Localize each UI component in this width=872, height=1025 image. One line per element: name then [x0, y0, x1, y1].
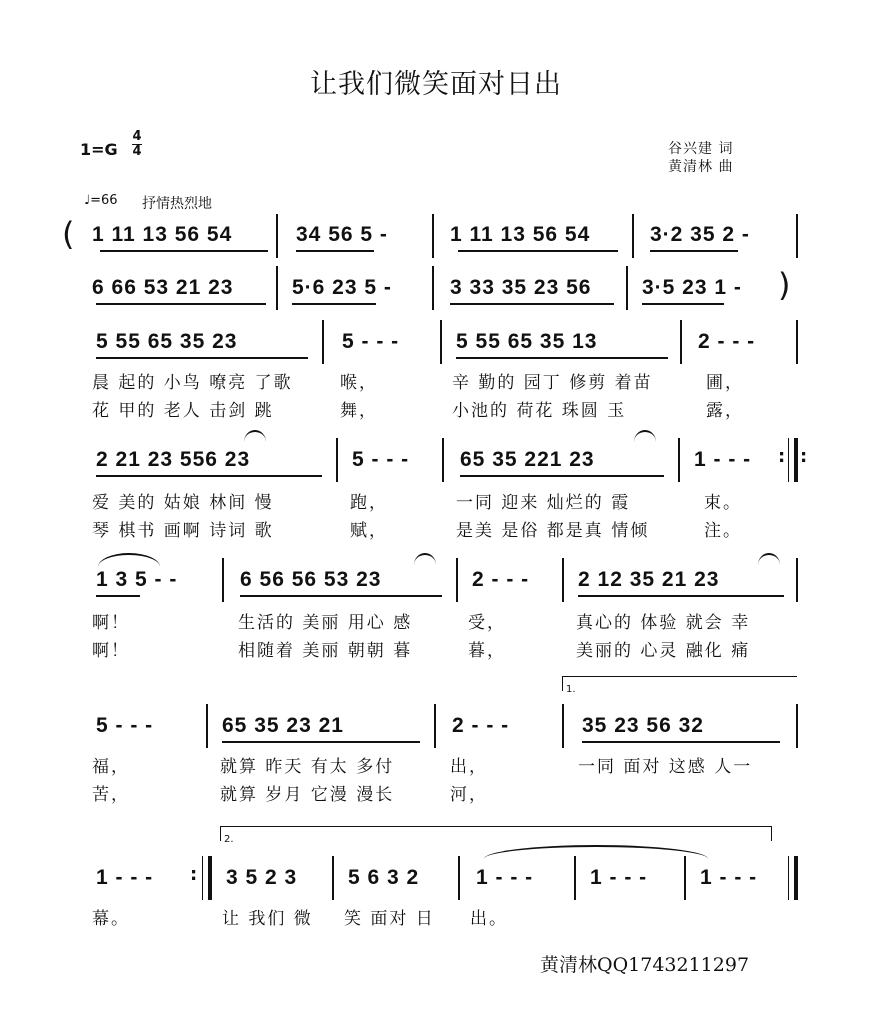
- barline: [456, 558, 458, 602]
- barline: [332, 856, 334, 900]
- second-ending-label: 2.: [224, 834, 234, 845]
- beam-underline: [240, 595, 442, 597]
- row3-lyric1c: 辛 勤的 园丁 修剪 着苗: [452, 373, 653, 393]
- row4-lyric2d: 注。: [704, 521, 742, 541]
- row5-measure1: 1 3 5 - -: [96, 568, 178, 591]
- barline: [222, 558, 224, 602]
- row2-measure4: 3·5 23 1 -: [642, 276, 742, 299]
- row5-lyric2c: 暮，: [468, 641, 506, 661]
- row7-lyric1b: 让 我们 微: [222, 909, 313, 929]
- row6-measure4: 35 23 56 32: [582, 714, 704, 737]
- barline: [432, 266, 434, 310]
- row7-measure5: 1 - - -: [590, 866, 648, 889]
- row3-measure2: 5 - - -: [342, 330, 400, 353]
- row4-lyric2c: 是美 是俗 都是真 情倾: [456, 521, 650, 541]
- row4-measure1: 2 21 23 556 23: [96, 448, 251, 471]
- barline: [322, 320, 324, 364]
- row3-lyric2b: 舞，: [340, 401, 378, 421]
- beam-underline: [578, 595, 784, 597]
- beam-underline: [582, 741, 780, 743]
- row4-lyric1b: 跑，: [350, 493, 388, 513]
- row4-lyric2a: 琴 棋书 画啊 诗词 歌: [92, 521, 274, 541]
- row3-measure1: 5 55 65 35 23: [96, 330, 238, 353]
- composer-credit: 黄清林 曲: [668, 159, 734, 175]
- row1-measure2: 34 56 5 -: [296, 223, 388, 246]
- barline: [562, 704, 564, 748]
- expression-marking: 抒情热烈地: [142, 196, 212, 212]
- beam-underline: [100, 250, 268, 252]
- time-signature: [132, 130, 142, 159]
- row5-measure2: 6 56 56 53 23: [240, 568, 382, 591]
- row7-lyric1a: 幕。: [92, 909, 130, 929]
- beam-underline: [650, 250, 738, 252]
- lyricist-credit: 谷兴建 词: [668, 141, 734, 157]
- repeat-dots: :: [190, 864, 198, 885]
- row6-lyric1c: 出，: [450, 757, 488, 777]
- row5-lyric1a: 啊！: [92, 613, 130, 633]
- repeat-barline-thin: [788, 438, 789, 482]
- row7-lyric1d: 出。: [470, 909, 508, 929]
- time-sig-bottom: 4: [132, 144, 142, 159]
- intro-open-paren: (: [62, 215, 75, 253]
- row2-measure3: 3 33 35 23 56: [450, 276, 592, 299]
- row4-lyric1c: 一同 迎来 灿烂的 霞: [456, 493, 631, 513]
- slur-mark: [98, 553, 160, 567]
- beam-underline: [458, 250, 618, 252]
- first-ending-bracket: [562, 676, 797, 695]
- final-barline-thin: [788, 856, 789, 900]
- barline: [632, 214, 634, 258]
- row5-lyric1b: 生活的 美丽 用心 感: [238, 613, 413, 633]
- row2-measure2: 5·6 23 5 -: [292, 276, 392, 299]
- key-signature: 1=G: [80, 140, 118, 159]
- time-sig-top: 4: [132, 129, 142, 144]
- row6-measure1: 5 - - -: [96, 714, 154, 737]
- slur-mark: [758, 553, 780, 565]
- row5-lyric1c: 受，: [468, 613, 506, 633]
- row3-measure3: 5 55 65 35 13: [456, 330, 598, 353]
- barline: [684, 856, 686, 900]
- author-contact: 黄清林QQ1743211297: [540, 954, 750, 976]
- row4-lyric1d: 束。: [704, 493, 742, 513]
- row6-measure3: 2 - - -: [452, 714, 510, 737]
- row3-lyric2c: 小池的 荷花 珠圆 玉: [452, 401, 627, 421]
- slur-mark: [244, 430, 266, 442]
- row3-lyric1d: 圃，: [706, 373, 744, 393]
- row7-measure3: 5 6 3 2: [348, 866, 420, 889]
- row6-lyric1b: 就算 昨天 有太 多付: [220, 757, 395, 777]
- row5-measure4: 2 12 35 21 23: [578, 568, 720, 591]
- beam-underline: [460, 475, 664, 477]
- beam-underline: [456, 357, 668, 359]
- beam-underline: [96, 357, 308, 359]
- beam-underline: [96, 595, 140, 597]
- row6-lyric2a: 苦，: [92, 785, 130, 805]
- row7-measure4: 1 - - -: [476, 866, 534, 889]
- beam-underline: [292, 303, 376, 305]
- second-ending-bracket: [220, 826, 772, 845]
- barline: [442, 438, 444, 482]
- tie-mark: [484, 845, 708, 859]
- beam-underline: [96, 303, 266, 305]
- barline: [796, 558, 798, 602]
- repeat-barline-thick: [208, 856, 212, 900]
- row4-measure2: 5 - - -: [352, 448, 410, 471]
- barline: [680, 320, 682, 364]
- row4-measure3: 65 35 221 23: [460, 448, 595, 471]
- barline: [434, 704, 436, 748]
- beam-underline: [450, 303, 614, 305]
- barline: [206, 704, 208, 748]
- barline: [796, 214, 798, 258]
- first-ending-label: 1.: [566, 684, 576, 695]
- row7-measure6: 1 - - -: [700, 866, 758, 889]
- barline: [574, 856, 576, 900]
- row4-lyric1a: 爱 美的 姑娘 林间 慢: [92, 493, 274, 513]
- row3-lyric1b: 喉，: [340, 373, 378, 393]
- barline: [336, 438, 338, 482]
- beam-underline: [296, 250, 374, 252]
- beam-underline: [642, 303, 724, 305]
- slur-mark: [414, 553, 436, 565]
- row5-lyric2d: 美丽的 心灵 融化 痛: [576, 641, 751, 661]
- row7-measure2: 3 5 2 3: [226, 866, 298, 889]
- row3-lyric1a: 晨 起的 小鸟 嘹亮 了歌: [92, 373, 293, 393]
- barline: [276, 214, 278, 258]
- beam-underline: [222, 741, 420, 743]
- row6-lyric1a: 福，: [92, 757, 130, 777]
- row4-lyric2b: 赋，: [350, 521, 388, 541]
- row7-lyric1c: 笑 面对 日: [344, 909, 435, 929]
- row3-lyric2a: 花 甲的 老人 击剑 跳: [92, 401, 274, 421]
- row5-lyric2b: 相随着 美丽 朝朝 暮: [238, 641, 413, 661]
- row1-measure4: 3·2 35 2 -: [650, 223, 750, 246]
- row6-lyric2b: 就算 岁月 它漫 漫长: [220, 785, 395, 805]
- repeat-dots: :: [800, 446, 808, 467]
- barline: [678, 438, 680, 482]
- row6-lyric1d: 一同 面对 这感 人一: [578, 757, 753, 777]
- row5-lyric2a: 啊！: [92, 641, 130, 661]
- barline: [276, 266, 278, 310]
- row6-measure2: 65 35 23 21: [222, 714, 344, 737]
- barline: [440, 320, 442, 364]
- repeat-dots: :: [778, 446, 786, 467]
- row1-measure3: 1 11 13 56 54: [450, 223, 591, 246]
- row1-measure1: 1 11 13 56 54: [92, 223, 233, 246]
- barline: [562, 558, 564, 602]
- barline: [432, 214, 434, 258]
- song-title: 让我们微笑面对日出: [310, 69, 562, 100]
- barline: [458, 856, 460, 900]
- row4-measure4: 1 - - -: [694, 448, 752, 471]
- repeat-barline-thick: [794, 438, 798, 482]
- barline: [626, 266, 628, 310]
- intro-close-paren: ): [778, 266, 791, 304]
- row7-measure1: 1 - - -: [96, 866, 154, 889]
- tempo-marking: ♩=66: [84, 193, 118, 208]
- repeat-barline-thin: [202, 856, 203, 900]
- row3-lyric2d: 露，: [706, 401, 744, 421]
- beam-underline: [96, 475, 322, 477]
- final-barline-thick: [794, 856, 798, 900]
- slur-mark: [634, 430, 656, 442]
- row6-lyric2c: 河，: [450, 785, 488, 805]
- row5-lyric1d: 真心的 体验 就会 幸: [576, 613, 751, 633]
- row3-measure4: 2 - - -: [698, 330, 756, 353]
- barline: [796, 320, 798, 364]
- barline: [796, 704, 798, 748]
- row2-measure1: 6 66 53 21 23: [92, 276, 234, 299]
- row5-measure3: 2 - - -: [472, 568, 530, 591]
